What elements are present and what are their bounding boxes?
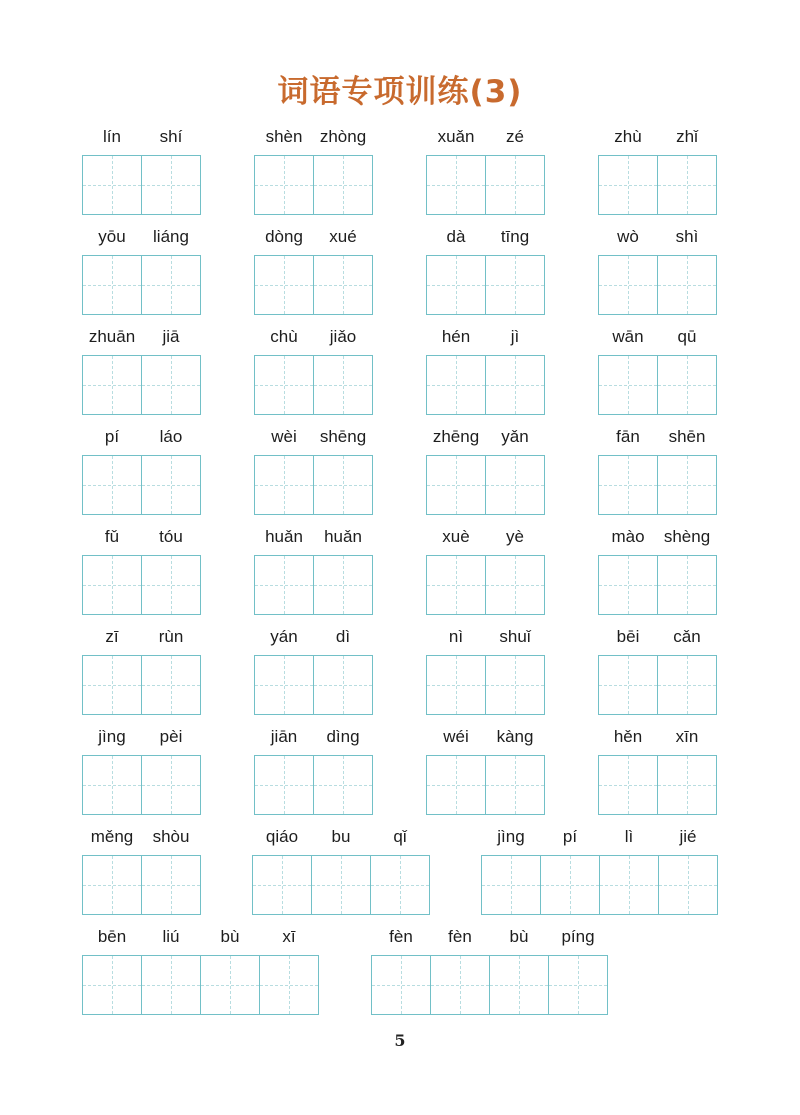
pinyin-syllable: xué <box>329 227 357 246</box>
writing-cell[interactable] <box>82 455 142 515</box>
pinyin-line <box>82 427 201 449</box>
pinyin-line <box>254 727 373 749</box>
tianzige-grid <box>426 455 545 515</box>
writing-cell[interactable] <box>426 255 486 315</box>
pinyin-line <box>82 827 201 849</box>
writing-cell[interactable] <box>82 355 142 415</box>
word-item <box>254 727 373 815</box>
writing-cell[interactable] <box>82 655 142 715</box>
pinyin-syllable: dà <box>446 227 466 246</box>
writing-cell[interactable] <box>313 155 373 215</box>
word-item <box>426 627 545 715</box>
writing-cell[interactable] <box>82 155 142 215</box>
writing-cell[interactable] <box>485 755 545 815</box>
pinyin-syllable: zī <box>105 627 119 646</box>
pinyin-syllable: wéi <box>443 727 469 746</box>
tianzige-grid <box>82 155 201 215</box>
writing-cell[interactable] <box>485 255 545 315</box>
pinyin-line <box>598 127 717 149</box>
writing-cell[interactable] <box>141 655 201 715</box>
tianzige-grid <box>598 455 717 515</box>
writing-cell[interactable] <box>657 155 717 215</box>
writing-cell[interactable] <box>540 855 600 915</box>
writing-cell[interactable] <box>82 755 142 815</box>
tianzige-grid <box>254 655 373 715</box>
pinyin-syllable: kàng <box>496 727 534 746</box>
writing-cell[interactable] <box>82 855 142 915</box>
pinyin-syllable: shòu <box>152 827 190 846</box>
pinyin-syllable: shuǐ <box>499 627 531 646</box>
pinyin-line <box>82 927 319 949</box>
pinyin-syllable: bù <box>220 927 240 946</box>
writing-cell[interactable] <box>254 255 314 315</box>
pinyin-syllable: wān <box>612 327 644 346</box>
writing-cell[interactable] <box>657 655 717 715</box>
pinyin-line <box>254 427 373 449</box>
pinyin-syllable: xīn <box>675 727 699 746</box>
word-item <box>254 227 373 315</box>
pinyin-syllable: shèn <box>265 127 303 146</box>
pinyin-line <box>598 327 717 349</box>
tianzige-grid <box>254 155 373 215</box>
pinyin-line <box>82 727 201 749</box>
word-item <box>598 527 717 615</box>
pinyin-syllable: qiáo <box>265 827 299 846</box>
word-item <box>254 627 373 715</box>
tianzige-grid <box>254 355 373 415</box>
pinyin-syllable: lín <box>103 127 121 146</box>
tianzige-grid <box>598 555 717 615</box>
writing-cell[interactable] <box>485 655 545 715</box>
writing-cell[interactable] <box>141 355 201 415</box>
tianzige-grid <box>254 455 373 515</box>
pinyin-line <box>82 627 201 649</box>
pinyin-syllable: jìng <box>98 727 126 746</box>
pinyin-syllable: huǎn <box>324 527 362 546</box>
writing-cell[interactable] <box>426 555 486 615</box>
writing-cell[interactable] <box>313 755 373 815</box>
word-item <box>426 527 545 615</box>
word-item <box>598 627 717 715</box>
pinyin-syllable: shì <box>675 227 699 246</box>
writing-cell[interactable] <box>598 455 658 515</box>
tianzige-grid <box>598 155 717 215</box>
pinyin-syllable: yōu <box>98 227 126 246</box>
pinyin-syllable: mào <box>611 527 645 546</box>
pinyin-syllable: pèi <box>159 727 183 746</box>
tianzige-grid <box>82 355 201 415</box>
pinyin-syllable: dòng <box>265 227 303 246</box>
pinyin-syllable: liáng <box>153 227 189 246</box>
pinyin-syllable: jié <box>679 827 697 846</box>
pinyin-line <box>371 927 608 949</box>
pinyin-line <box>254 327 373 349</box>
pinyin-syllable: liú <box>162 927 180 946</box>
pinyin-syllable: jiǎo <box>329 327 357 346</box>
pinyin-syllable: chù <box>270 327 298 346</box>
pinyin-syllable: lì <box>624 827 634 846</box>
writing-cell[interactable] <box>598 555 658 615</box>
pinyin-syllable: zhǐ <box>676 127 698 146</box>
writing-cell[interactable] <box>313 355 373 415</box>
pinyin-syllable: fèn <box>448 927 472 946</box>
pinyin-syllable: wèi <box>271 427 297 446</box>
word-item <box>426 227 545 315</box>
pinyin-syllable: qǐ <box>393 827 407 846</box>
word-item <box>254 527 373 615</box>
writing-cell[interactable] <box>426 155 486 215</box>
pinyin-syllable: bēi <box>616 627 640 646</box>
pinyin-line <box>426 727 545 749</box>
tianzige-grid <box>598 255 717 315</box>
pinyin-line <box>426 327 545 349</box>
word-item <box>252 827 430 915</box>
word-item <box>82 727 201 815</box>
word-item <box>254 127 373 215</box>
pinyin-syllable: jiān <box>270 727 298 746</box>
writing-cell[interactable] <box>313 555 373 615</box>
writing-cell[interactable] <box>657 455 717 515</box>
writing-cell[interactable] <box>313 655 373 715</box>
pinyin-syllable: láo <box>159 427 183 446</box>
tianzige-grid <box>82 455 201 515</box>
writing-cell[interactable] <box>311 855 371 915</box>
writing-cell[interactable] <box>485 455 545 515</box>
pinyin-syllable: qū <box>677 327 697 346</box>
writing-cell[interactable] <box>141 755 201 815</box>
pinyin-syllable: xī <box>282 927 296 946</box>
pinyin-syllable: fān <box>616 427 640 446</box>
pinyin-syllable: yán <box>270 627 298 646</box>
pinyin-syllable: hěn <box>613 727 643 746</box>
tianzige-grid <box>426 355 545 415</box>
writing-cell[interactable] <box>426 355 486 415</box>
writing-cell[interactable] <box>485 555 545 615</box>
word-item <box>82 427 201 515</box>
word-item <box>598 427 717 515</box>
writing-cell[interactable] <box>657 555 717 615</box>
writing-cell[interactable] <box>371 955 431 1015</box>
pinyin-syllable: rùn <box>158 627 184 646</box>
pinyin-syllable: yǎn <box>501 427 529 446</box>
word-item <box>426 327 545 415</box>
word-item <box>426 127 545 215</box>
pinyin-syllable: xuǎn <box>437 127 475 146</box>
pinyin-line <box>254 527 373 549</box>
pinyin-syllable: nì <box>448 627 464 646</box>
tianzige-grid <box>598 655 717 715</box>
pinyin-line <box>426 227 545 249</box>
word-item <box>426 727 545 815</box>
writing-cell[interactable] <box>658 855 718 915</box>
pinyin-line <box>598 727 717 749</box>
writing-cell[interactable] <box>313 255 373 315</box>
writing-cell[interactable] <box>252 855 312 915</box>
pinyin-syllable: bu <box>331 827 351 846</box>
writing-cell[interactable] <box>254 755 314 815</box>
writing-cell[interactable] <box>481 855 541 915</box>
tianzige-grid <box>82 555 201 615</box>
writing-cell[interactable] <box>82 255 142 315</box>
pinyin-syllable: zhòng <box>319 127 367 146</box>
writing-cell[interactable] <box>254 555 314 615</box>
pinyin-syllable: shēng <box>319 427 367 446</box>
tianzige-grid <box>598 755 717 815</box>
word-item <box>254 427 373 515</box>
pinyin-syllable: pí <box>562 827 578 846</box>
tianzige-grid <box>254 555 373 615</box>
writing-cell[interactable] <box>141 155 201 215</box>
pinyin-line <box>598 527 717 549</box>
word-item <box>254 327 373 415</box>
pinyin-line <box>426 627 545 649</box>
tianzige-grid <box>82 655 201 715</box>
tianzige-grid <box>254 755 373 815</box>
writing-cell[interactable] <box>426 655 486 715</box>
writing-cell[interactable] <box>254 155 314 215</box>
tianzige-grid <box>254 255 373 315</box>
writing-cell[interactable] <box>254 355 314 415</box>
pinyin-line <box>254 627 373 649</box>
word-item <box>82 327 201 415</box>
tianzige-grid <box>82 855 201 915</box>
word-item <box>371 927 608 1015</box>
writing-cell[interactable] <box>657 755 717 815</box>
writing-cell[interactable] <box>598 255 658 315</box>
pinyin-syllable: měng <box>90 827 134 846</box>
pinyin-syllable: zhēng <box>432 427 480 446</box>
pinyin-syllable: cǎn <box>673 627 701 646</box>
tianzige-grid <box>371 955 608 1015</box>
word-item <box>426 427 545 515</box>
pinyin-line <box>598 227 717 249</box>
writing-cell[interactable] <box>426 755 486 815</box>
pinyin-syllable: dì <box>335 627 351 646</box>
tianzige-grid <box>598 355 717 415</box>
pinyin-syllable: zé <box>506 127 524 146</box>
page-title: 词语专项训练(3) <box>277 74 523 110</box>
pinyin-syllable: xuè <box>442 527 470 546</box>
writing-cell[interactable] <box>657 355 717 415</box>
pinyin-syllable: shèng <box>663 527 711 546</box>
writing-cell[interactable] <box>82 955 142 1015</box>
writing-cell[interactable] <box>254 655 314 715</box>
pinyin-syllable: zhù <box>614 127 642 146</box>
pinyin-line <box>598 427 717 449</box>
pinyin-syllable: huǎn <box>265 527 303 546</box>
writing-cell[interactable] <box>485 355 545 415</box>
writing-cell[interactable] <box>200 955 260 1015</box>
pinyin-line <box>82 327 201 349</box>
pinyin-syllable: fǔ <box>104 527 120 546</box>
pinyin-line <box>598 627 717 649</box>
word-item <box>82 527 201 615</box>
pinyin-syllable: tīng <box>500 227 530 246</box>
tianzige-grid <box>82 255 201 315</box>
writing-cell[interactable] <box>657 255 717 315</box>
pinyin-syllable: bù <box>509 927 529 946</box>
pinyin-syllable: zhuān <box>88 327 136 346</box>
writing-cell[interactable] <box>548 955 608 1015</box>
word-item <box>82 927 319 1015</box>
pinyin-syllable: dìng <box>326 727 360 746</box>
tianzige-grid <box>82 755 201 815</box>
pinyin-syllable: pí <box>104 427 120 446</box>
tianzige-grid <box>426 155 545 215</box>
writing-cell[interactable] <box>141 455 201 515</box>
tianzige-grid <box>426 755 545 815</box>
word-item <box>82 627 201 715</box>
writing-cell[interactable] <box>141 955 201 1015</box>
pinyin-line <box>254 227 373 249</box>
writing-cell[interactable] <box>141 555 201 615</box>
tianzige-grid <box>426 555 545 615</box>
pinyin-line <box>82 227 201 249</box>
writing-cell[interactable] <box>598 155 658 215</box>
writing-cell[interactable] <box>485 155 545 215</box>
writing-cell[interactable] <box>426 455 486 515</box>
pinyin-syllable: yè <box>506 527 524 546</box>
writing-cell[interactable] <box>489 955 549 1015</box>
word-item <box>598 127 717 215</box>
pinyin-syllable: hén <box>441 327 471 346</box>
tianzige-grid <box>426 255 545 315</box>
word-item <box>598 727 717 815</box>
word-item <box>481 827 718 915</box>
writing-cell[interactable] <box>430 955 490 1015</box>
pinyin-line <box>254 127 373 149</box>
tianzige-grid <box>426 655 545 715</box>
writing-cell[interactable] <box>599 855 659 915</box>
pinyin-line <box>82 127 201 149</box>
pinyin-line <box>252 827 430 849</box>
writing-cell[interactable] <box>598 655 658 715</box>
pinyin-syllable: wò <box>617 227 639 246</box>
writing-cell[interactable] <box>141 855 201 915</box>
tianzige-grid <box>82 955 319 1015</box>
tianzige-grid <box>252 855 430 915</box>
pinyin-line <box>426 127 545 149</box>
writing-cell[interactable] <box>254 455 314 515</box>
pinyin-syllable: jì <box>510 327 520 346</box>
word-item <box>82 227 201 315</box>
pinyin-syllable: píng <box>561 927 595 946</box>
pinyin-syllable: fèn <box>389 927 413 946</box>
pinyin-syllable: shí <box>159 127 183 146</box>
writing-cell[interactable] <box>259 955 319 1015</box>
writing-cell[interactable] <box>82 555 142 615</box>
pinyin-syllable: shēn <box>668 427 706 446</box>
writing-cell[interactable] <box>313 455 373 515</box>
pinyin-syllable: jìng <box>497 827 525 846</box>
pinyin-line <box>426 527 545 549</box>
writing-cell[interactable] <box>598 355 658 415</box>
writing-cell[interactable] <box>598 755 658 815</box>
pinyin-syllable: bēn <box>97 927 127 946</box>
tianzige-grid <box>481 855 718 915</box>
pinyin-line <box>82 527 201 549</box>
word-item <box>598 327 717 415</box>
word-item <box>82 127 201 215</box>
pinyin-line <box>481 827 718 849</box>
pinyin-syllable: tóu <box>159 527 183 546</box>
writing-cell[interactable] <box>141 255 201 315</box>
pinyin-syllable: jiā <box>162 327 180 346</box>
page-number: 5 <box>394 1031 406 1050</box>
writing-cell[interactable] <box>370 855 430 915</box>
word-item <box>82 827 201 915</box>
word-item <box>598 227 717 315</box>
pinyin-line <box>426 427 545 449</box>
